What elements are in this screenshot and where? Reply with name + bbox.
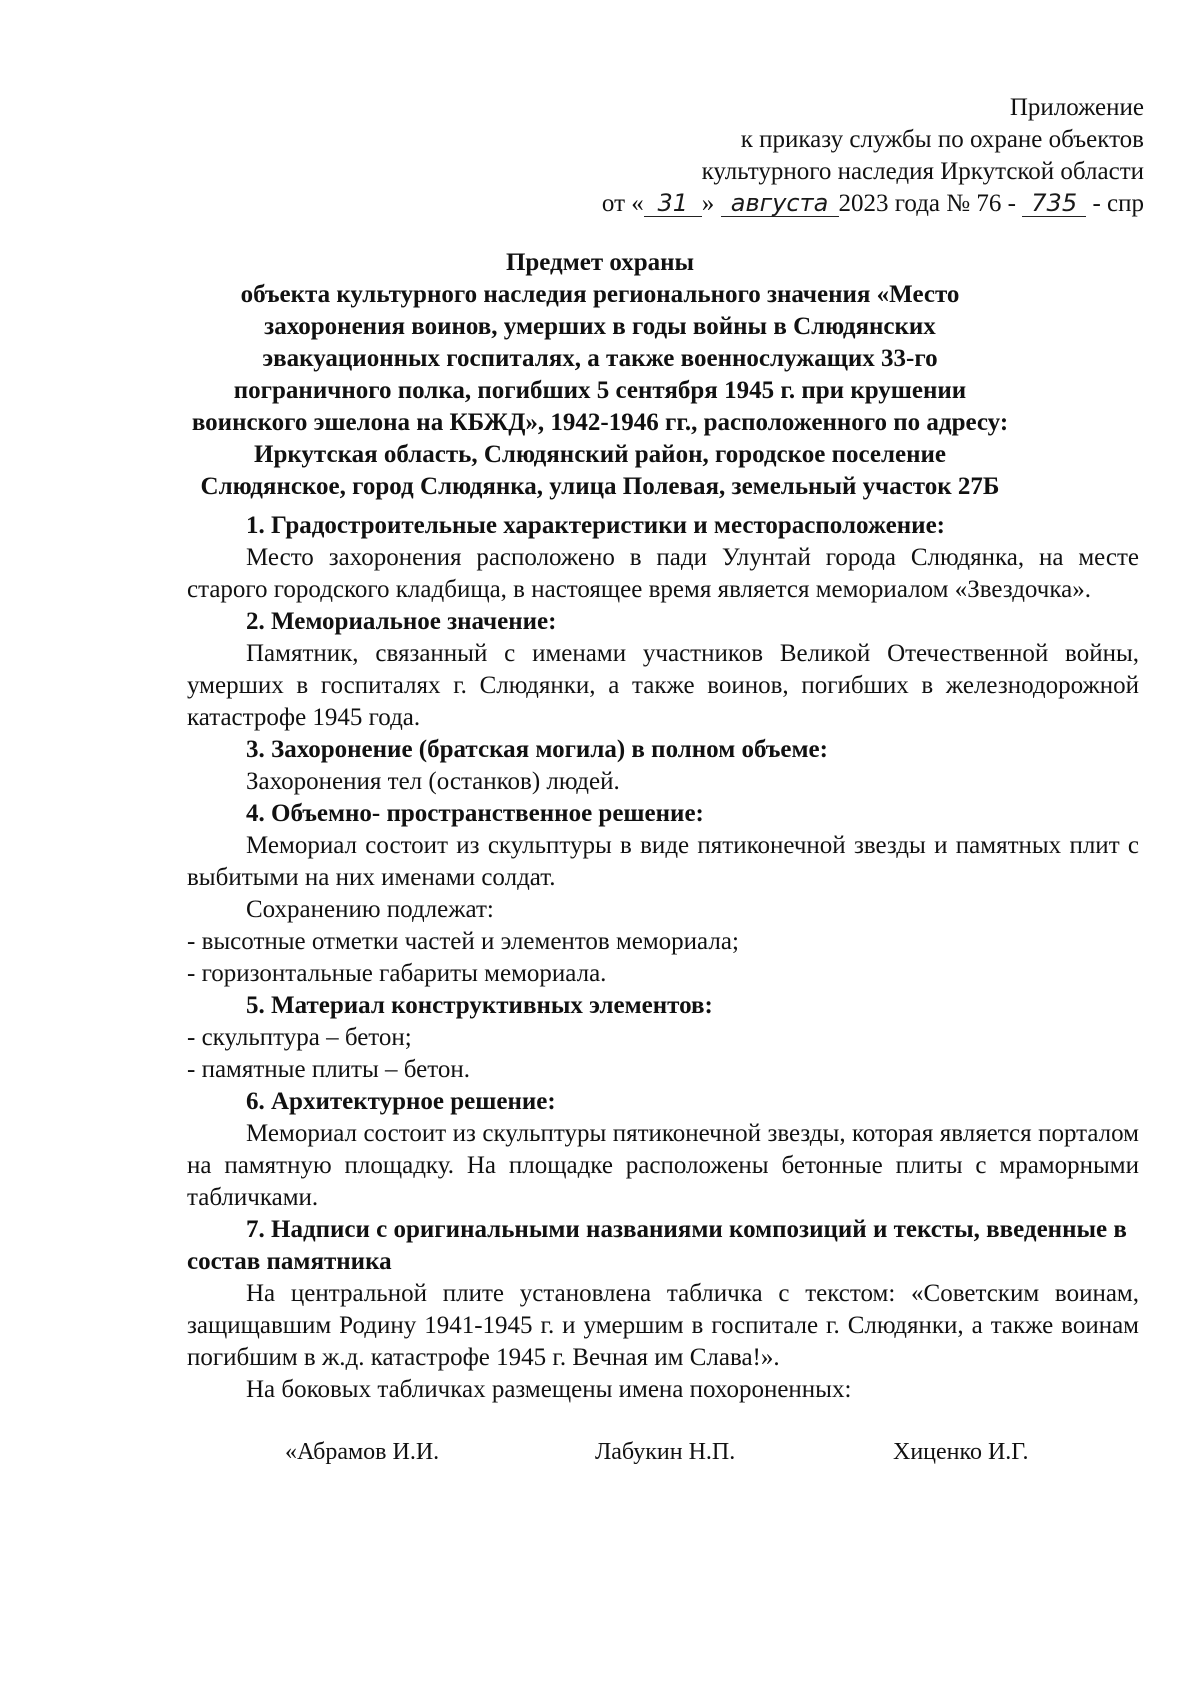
buried-name: Хиценко И.Г. <box>893 1439 1029 1465</box>
order-reference: к приказу службы по охране объектов <box>740 126 1144 153</box>
title-line: воинского эшелона на КБЖД», 1942-1946 гг., расположенного по адресу: <box>191 409 1009 436</box>
list-item: - скульптура – бетон; <box>187 1024 412 1051</box>
section-1-heading: 1. Градостроительные характеристики и месторасположение: <box>246 512 945 539</box>
section-2-text: Памятник, связанный с именами участников Великой Отечественной войны, умерших в госпиталях г. Слюдянки, а также воинов, погибших в железнодорожной катастрофе 1945 года. <box>187 640 1139 731</box>
date-quote: » <box>701 190 715 217</box>
section-2-heading: 2. Мемориальное значение: <box>246 608 557 635</box>
buried-names-row <box>285 1436 1105 1470</box>
document-title <box>150 247 1050 503</box>
section-6-heading: 6. Архитектурное решение: <box>246 1088 556 1115</box>
year-and-number: 2023 года № 76 - <box>838 190 1016 217</box>
section-3-text: Захоронения тел (останков) людей. <box>246 768 620 795</box>
handwritten-month: августа <box>721 190 839 217</box>
handwritten-day: 31 <box>644 190 702 217</box>
list-item: - высотные отметки частей и элементов мемориала; <box>187 928 739 955</box>
issuing-authority: культурного наследия Иркутской области <box>701 158 1144 185</box>
list-item: - памятные плиты – бетон. <box>187 1056 470 1083</box>
title-line: Слюдянское, город Слюдянка, улица Полевая, земельный участок 27Б <box>200 473 1000 500</box>
title-line: эвакуационных госпиталях, а также военнослужащих 33-го <box>262 345 938 372</box>
section-5-heading: 5. Материал конструктивных элементов: <box>246 992 713 1019</box>
section-4-text: Мемориал состоит из скульптуры в виде пятиконечной звезды и памятных плит с выбитыми на них именами солдат. <box>187 832 1139 891</box>
order-date-line <box>602 188 1144 220</box>
section-7-names-intro: На боковых табличках размещены имена похороненных: <box>246 1376 852 1403</box>
section-1-text: Место захоронения расположено в пади Улунтай города Слюдянка, на месте старого городского кладбища, в настоящее время является мемориалом «Звездочка». <box>187 544 1139 603</box>
section-7-text: На центральной плите установлена табличка с текстом: «Советским воинам, защищавшим Родину 1941-1945 г. и умершим в госпитале г. Слюдянки, а также воинам погибшим в ж.д. катастрофе 1945 г. Вечная им Слава!». <box>187 1280 1139 1371</box>
buried-name: Лабукин Н.П. <box>595 1439 736 1465</box>
title-line: объекта культурного наследия регионального значения «Место <box>240 281 960 308</box>
section-4-preserve-label: Сохранению подлежат: <box>246 896 494 923</box>
title-line: Иркутская область, Слюдянский район, городское поселение <box>254 441 946 468</box>
appendix-header <box>602 92 1144 220</box>
document-body <box>187 510 1139 1406</box>
section-4-heading: 4. Объемно- пространственное решение: <box>246 800 704 827</box>
buried-name: «Абрамов И.И. <box>285 1439 440 1465</box>
list-item: - горизонтальные габариты мемориала. <box>187 960 607 987</box>
section-3-heading: 3. Захоронение (братская могила) в полном объеме: <box>246 736 828 763</box>
title-line: захоронения воинов, умерших в годы войны в Слюдянских <box>264 313 936 340</box>
title-heading: Предмет охраны <box>505 249 695 276</box>
section-7-heading: 7. Надписи с оригинальными названиями композиций и тексты, введенные в состав памятника <box>187 1216 1127 1275</box>
appendix-label: Приложение <box>1009 94 1144 121</box>
date-prefix: от « <box>601 190 644 217</box>
title-line: пограничного полка, погибших 5 сентября 1945 г. при крушении <box>233 377 967 404</box>
handwritten-order-number: 735 <box>1022 190 1086 217</box>
order-suffix: - спр <box>1092 190 1144 217</box>
section-6-text: Мемориал состоит из скульптуры пятиконечной звезды, которая является порталом на памятную площадку. На площадке расположены бетонные плиты с мраморными табличками. <box>187 1120 1139 1211</box>
